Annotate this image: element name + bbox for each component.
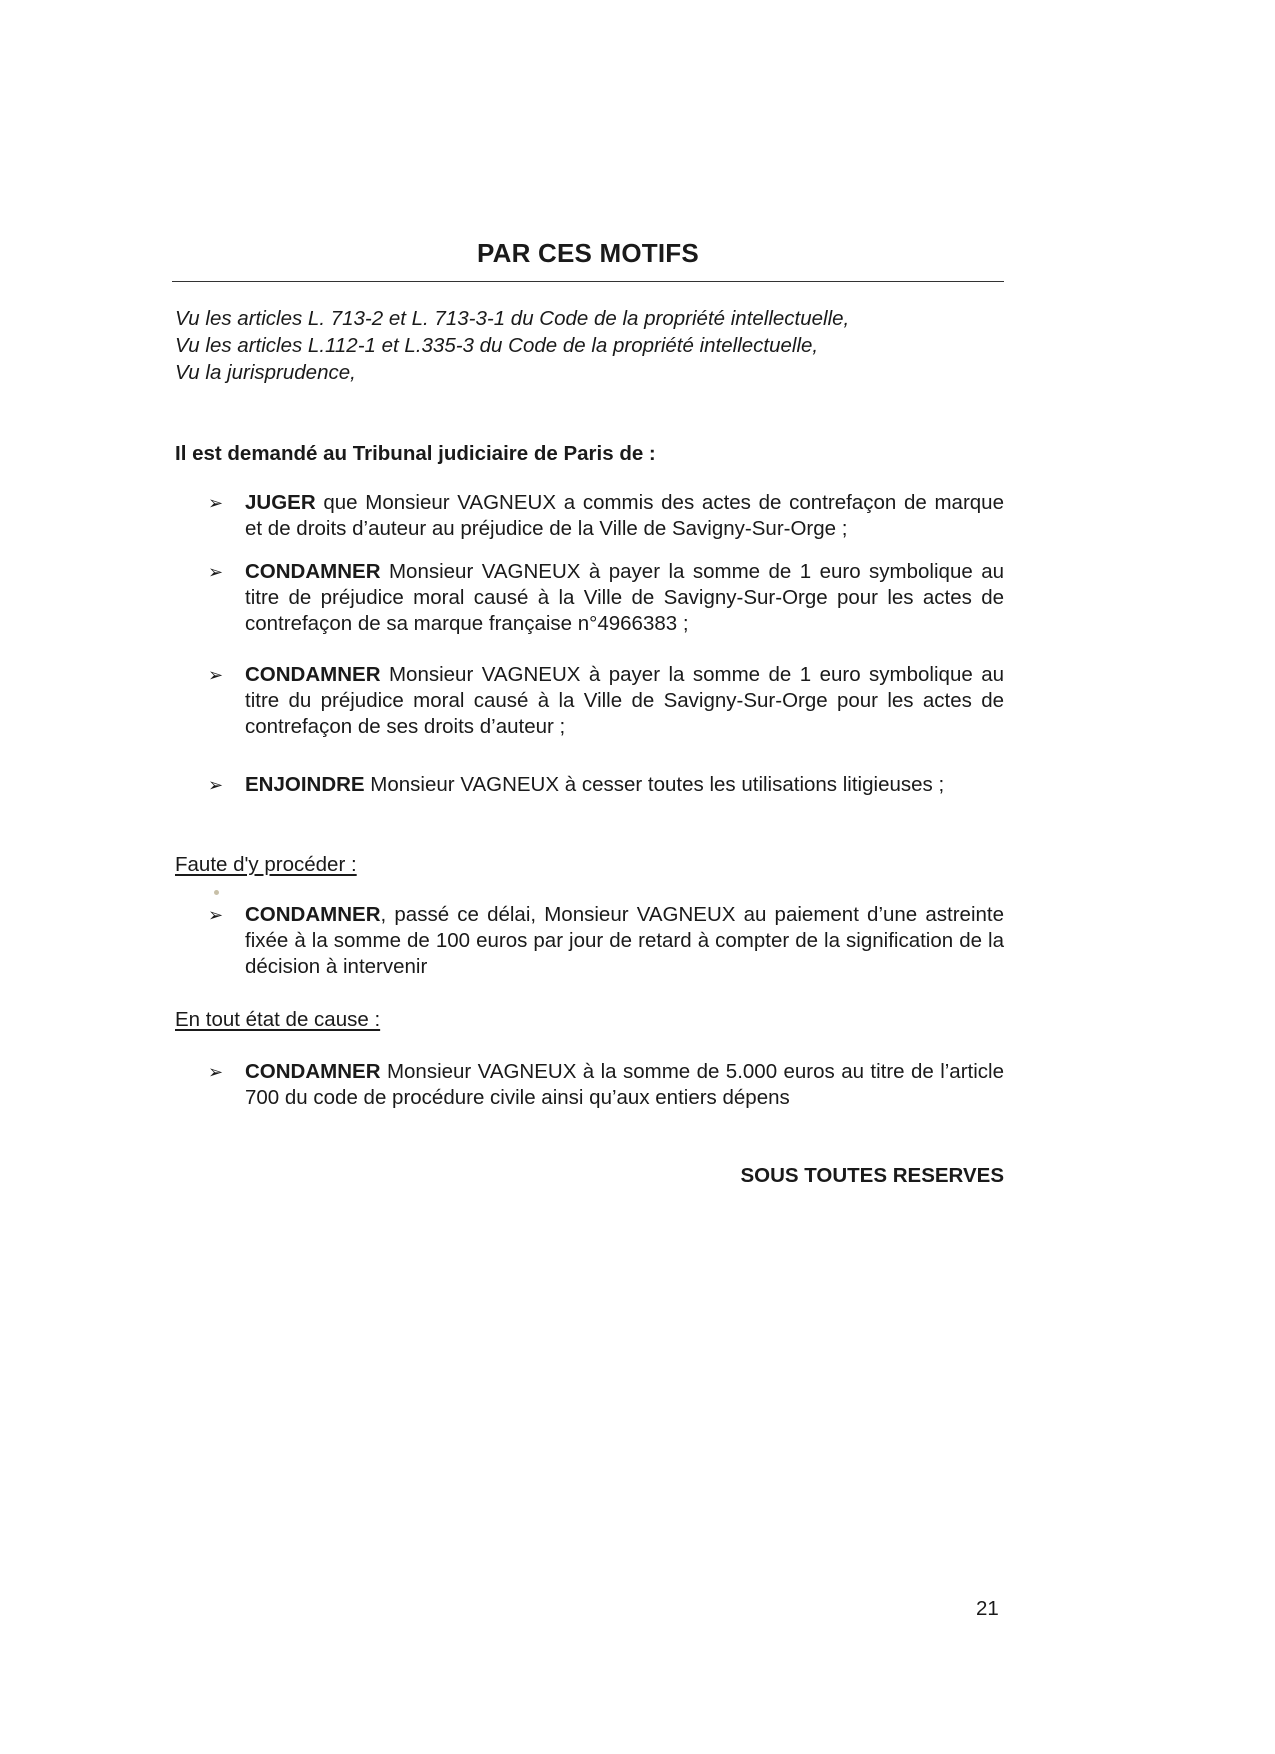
request-item-enjoindre (208, 772, 1004, 798)
page-number: 21 (976, 1597, 999, 1620)
request-text (245, 490, 1004, 542)
page-title: PAR CES MOTIFS (477, 238, 699, 268)
legal-visas (175, 305, 849, 386)
request-text (245, 902, 1004, 980)
arrow-bullet-icon: ➢ (208, 905, 224, 925)
request-verb: CONDAMNER (245, 663, 381, 686)
visa-line: Vu les articles L.112-1 et L.335-3 du Code de la propriété intellectuelle, (175, 334, 819, 357)
closing-reserves: SOUS TOUTES RESERVES (740, 1164, 1004, 1187)
request-text (245, 1059, 1004, 1111)
request-verb: CONDAMNER (245, 560, 381, 583)
section-label-tout-etat: En tout état de cause : (175, 1008, 381, 1031)
request-item-juger (208, 490, 1004, 542)
request-text (245, 772, 1004, 798)
request-item-article-700 (208, 1059, 1004, 1111)
request-heading: Il est demandé au Tribunal judiciaire de Paris de : (175, 442, 656, 465)
request-body: , passé ce délai, Monsieur VAGNEUX au paiement d’une astreinte fixée à la somme de 100 euros par jour de retard à compter de la signification de la décision à intervenir (245, 903, 1004, 978)
request-item-condamner-auteur (208, 662, 1004, 740)
request-body: Monsieur VAGNEUX à cesser toutes les utilisations litigieuses ; (364, 773, 945, 796)
request-body: Monsieur VAGNEUX à payer la somme de 1 euro symbolique au titre du préjudice moral causé à la Ville de Savigny-Sur-Orge pour les actes de contrefaçon de ses droits d’auteur ; (245, 663, 1004, 738)
request-text (245, 559, 1004, 637)
request-body: Monsieur VAGNEUX à payer la somme de 1 euro symbolique au titre de préjudice moral causé à la Ville de Savigny-Sur-Orge pour les actes de contrefaçon de sa marque française n°4966383 ; (245, 560, 1004, 635)
visa-line: Vu les articles L. 713-2 et L. 713-3-1 du Code de la propriété intellectuelle, (175, 307, 850, 330)
arrow-bullet-icon: ➢ (208, 775, 224, 795)
arrow-bullet-icon: ➢ (208, 562, 224, 582)
request-item-condamner-marque (208, 559, 1004, 637)
scan-speck (214, 890, 219, 895)
arrow-bullet-icon: ➢ (208, 665, 224, 685)
request-verb: ENJOINDRE (245, 773, 365, 796)
request-item-astreinte (208, 902, 1004, 980)
request-verb: CONDAMNER (245, 1060, 381, 1083)
request-body: que Monsieur VAGNEUX a commis des actes de contrefaçon de marque et de droits d’auteur au préjudice de la Ville de Savigny-Sur-Orge ; (245, 491, 1004, 540)
section-label-faute: Faute d'y procéder : (175, 853, 357, 876)
title-divider (172, 281, 1004, 282)
request-text (245, 662, 1004, 740)
arrow-bullet-icon: ➢ (208, 1062, 224, 1082)
arrow-bullet-icon: ➢ (208, 493, 224, 513)
request-body: Monsieur VAGNEUX à la somme de 5.000 euros au titre de l’article 700 du code de procédure civile ainsi qu’aux entiers dépens (245, 1060, 1004, 1109)
request-verb: CONDAMNER (245, 903, 381, 926)
request-verb: JUGER (245, 491, 316, 514)
visa-line: Vu la jurisprudence, (175, 361, 356, 384)
